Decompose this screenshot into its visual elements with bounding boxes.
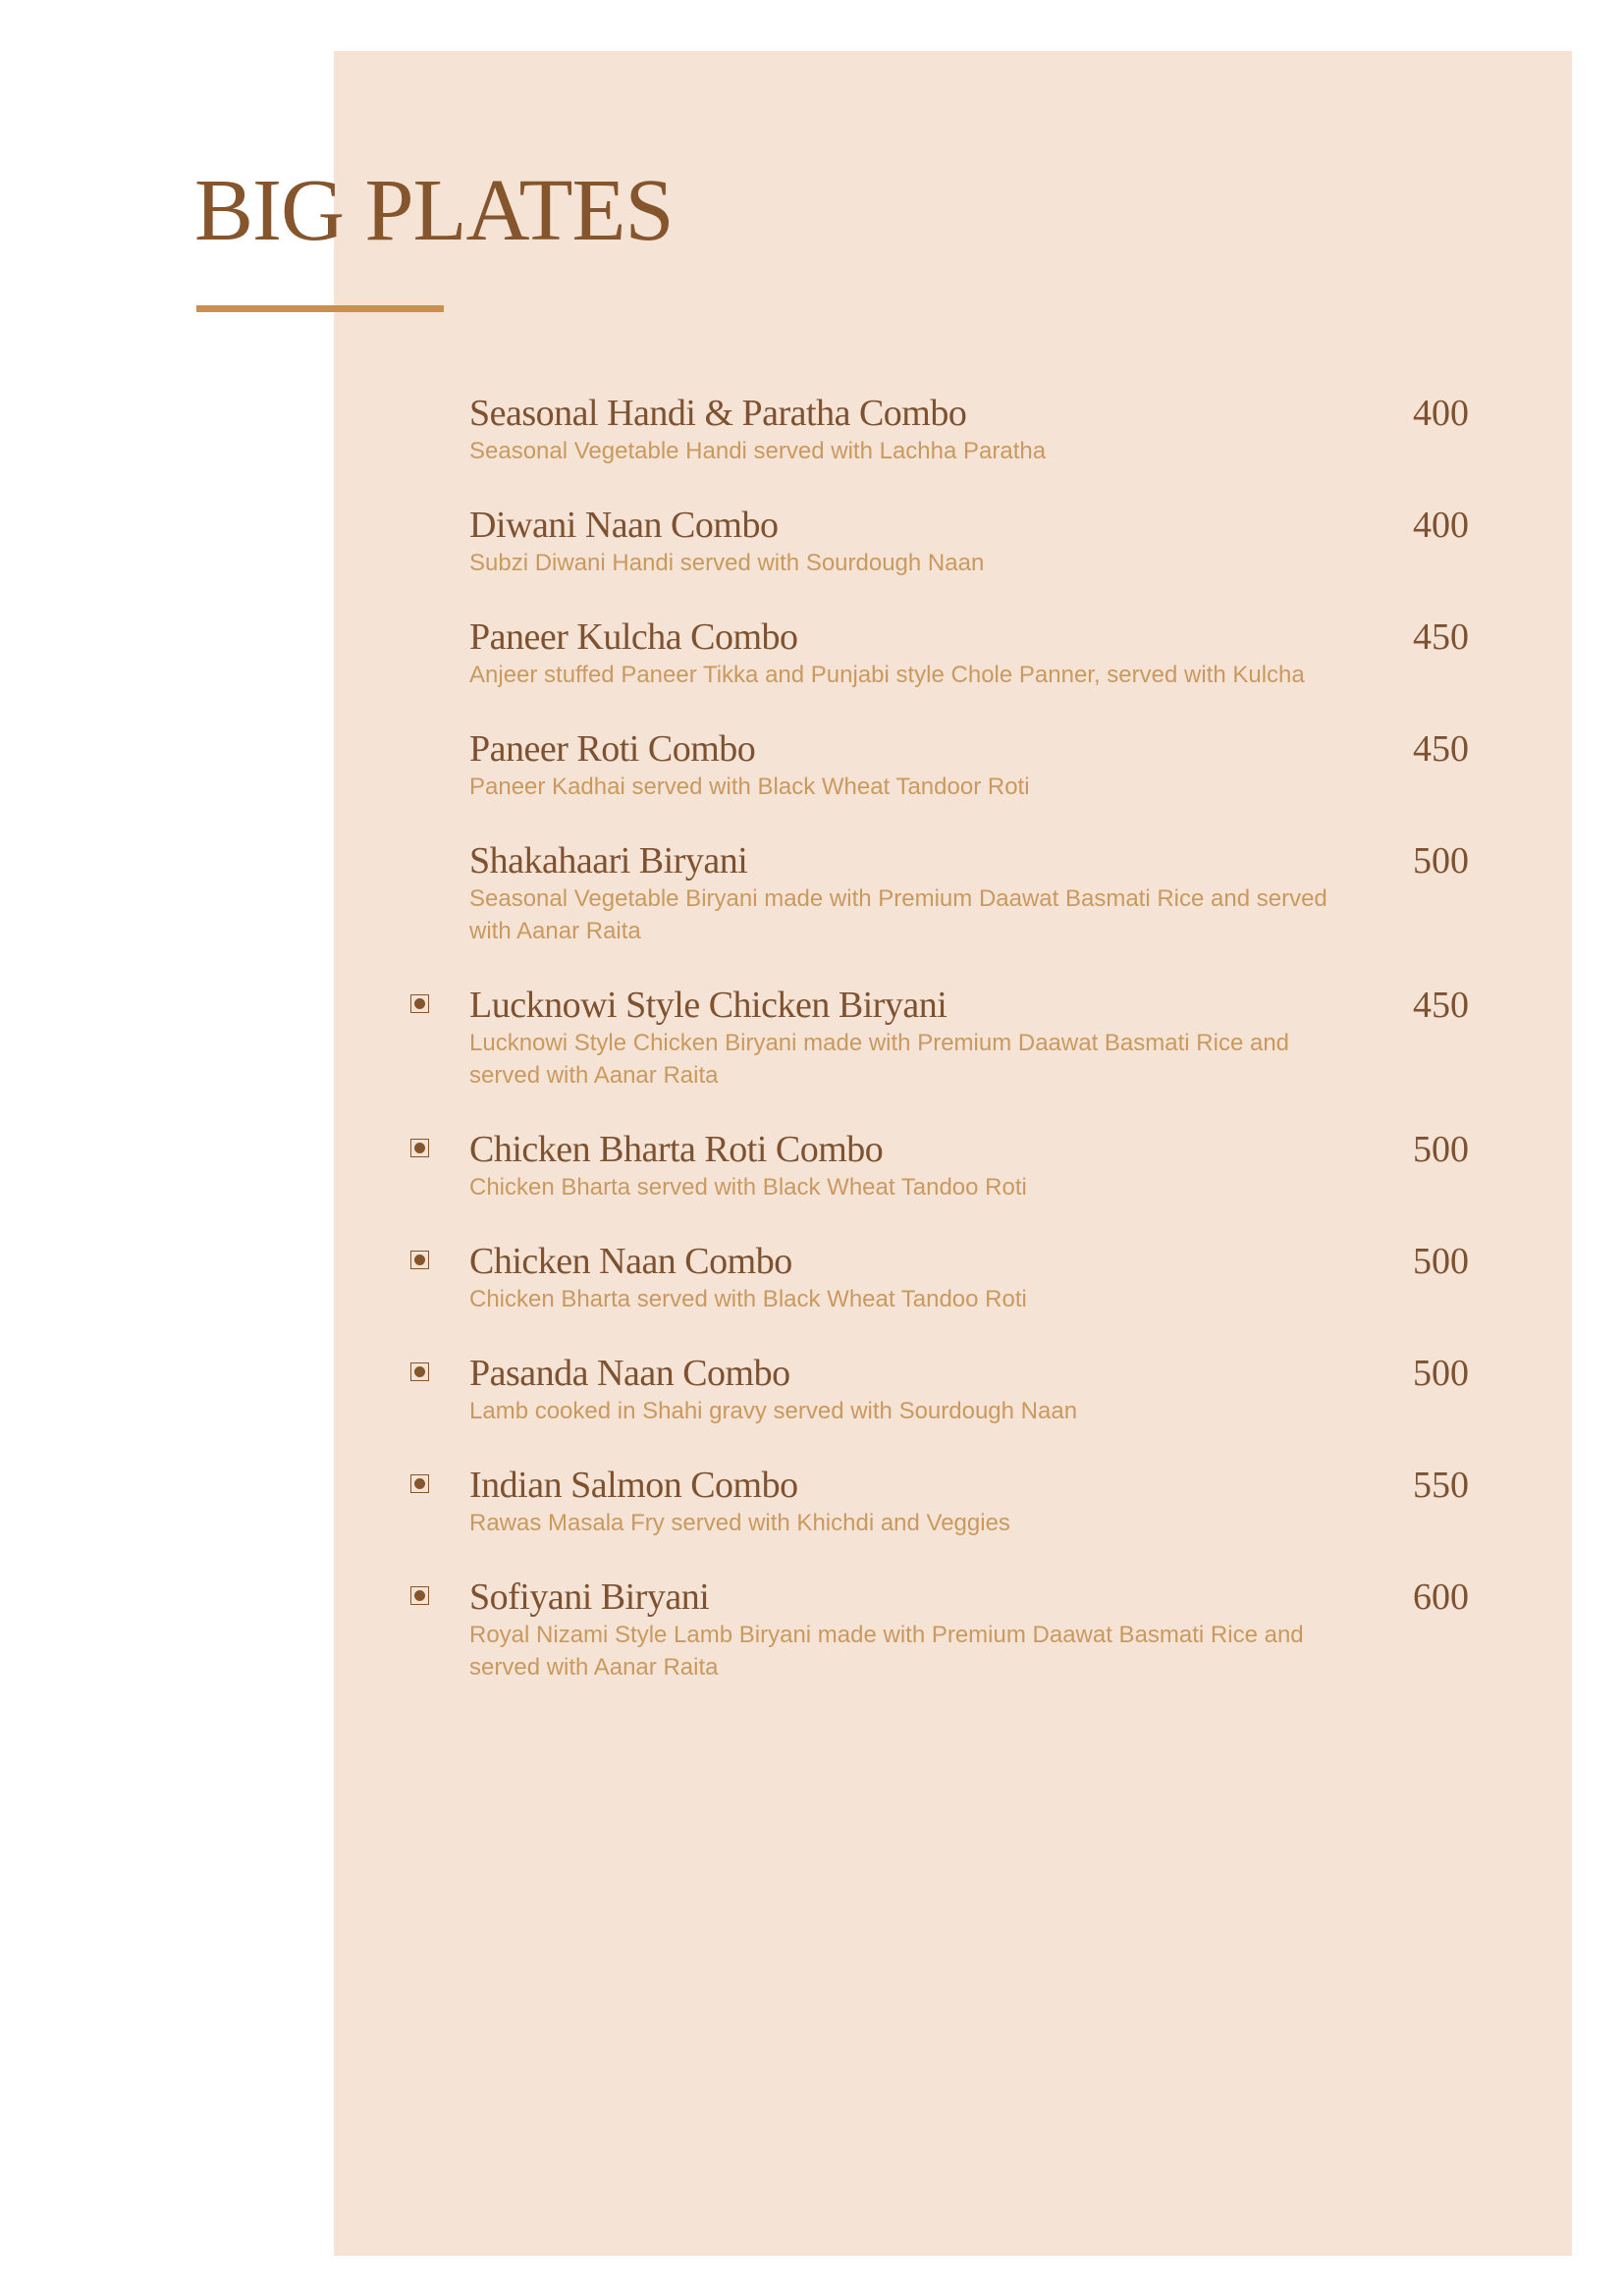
item-description: Chicken Bharta served with Black Wheat Tandoo Roti bbox=[469, 1174, 1027, 1201]
item-description: Seasonal Vegetable Biryani made with Premium Daawat Basmati Rice and served with Aanar Raita bbox=[469, 885, 1327, 944]
non-veg-icon bbox=[410, 1474, 429, 1493]
item-name: Paneer Roti Combo bbox=[469, 728, 756, 770]
page-title: BIG PLATES bbox=[194, 162, 674, 259]
item-description: Lucknowi Style Chicken Biryani made with Premium Daawat Basmati Rice and served with Aanar Raita bbox=[469, 1030, 1290, 1089]
non-veg-icon bbox=[410, 1139, 429, 1157]
menu-item bbox=[410, 1352, 1469, 1427]
item-description: Lamb cooked in Shahi gravy served with Sourdough Naan bbox=[469, 1398, 1078, 1424]
item-description: Subzi Diwani Handi served with Sourdough Naan bbox=[469, 550, 985, 576]
non-veg-icon bbox=[410, 1586, 429, 1605]
item-price: 400 bbox=[1413, 505, 1469, 546]
menu-item bbox=[410, 727, 1469, 803]
item-name: Sofiyani Biryani bbox=[469, 1576, 710, 1618]
item-price: 500 bbox=[1413, 1129, 1469, 1170]
menu-item bbox=[410, 984, 1469, 1092]
menu-item bbox=[410, 504, 1469, 579]
menu-item bbox=[410, 1128, 1469, 1203]
menu-item bbox=[410, 1464, 1469, 1539]
item-description: Chicken Bharta served with Black Wheat Tandoo Roti bbox=[469, 1286, 1027, 1312]
item-description: Royal Nizami Style Lamb Biryani made with Premium Daawat Basmati Rice and served with Aanar Raita bbox=[469, 1622, 1304, 1681]
item-price: 500 bbox=[1413, 840, 1469, 881]
non-veg-icon bbox=[410, 994, 429, 1013]
item-price: 550 bbox=[1413, 1465, 1469, 1506]
item-name: Lucknowi Style Chicken Biryani bbox=[469, 985, 947, 1026]
item-name: Paneer Kulcha Combo bbox=[469, 616, 798, 658]
item-description: Seasonal Vegetable Handi served with Lachha Paratha bbox=[469, 438, 1047, 464]
item-description: Anjeer stuffed Paneer Tikka and Punjabi style Chole Panner, served with Kulcha bbox=[469, 662, 1305, 688]
item-description: Rawas Masala Fry served with Khichdi and Veggies bbox=[469, 1510, 1010, 1536]
non-veg-icon bbox=[410, 1362, 429, 1381]
item-price: 500 bbox=[1413, 1353, 1469, 1394]
item-name: Chicken Naan Combo bbox=[469, 1241, 792, 1282]
item-description: Paneer Kadhai served with Black Wheat Tandoor Roti bbox=[469, 774, 1030, 800]
item-name: Indian Salmon Combo bbox=[469, 1465, 798, 1506]
item-price: 450 bbox=[1413, 616, 1469, 658]
non-veg-icon bbox=[410, 1251, 429, 1269]
menu-item bbox=[410, 1575, 1469, 1683]
menu-item bbox=[410, 392, 1469, 467]
item-name: Diwani Naan Combo bbox=[469, 505, 779, 546]
menu-list bbox=[410, 392, 1469, 1720]
item-price: 450 bbox=[1413, 985, 1469, 1026]
item-name: Chicken Bharta Roti Combo bbox=[469, 1129, 884, 1170]
menu-item bbox=[410, 839, 1469, 947]
item-price: 600 bbox=[1413, 1576, 1469, 1618]
item-name: Shakahaari Biryani bbox=[469, 840, 748, 881]
item-price: 400 bbox=[1413, 393, 1469, 434]
item-name: Pasanda Naan Combo bbox=[469, 1353, 790, 1394]
menu-item bbox=[410, 1240, 1469, 1315]
item-price: 500 bbox=[1413, 1241, 1469, 1282]
title-underline bbox=[196, 305, 444, 312]
item-price: 450 bbox=[1413, 728, 1469, 770]
menu-item bbox=[410, 615, 1469, 691]
item-name: Seasonal Handi & Paratha Combo bbox=[469, 393, 967, 434]
